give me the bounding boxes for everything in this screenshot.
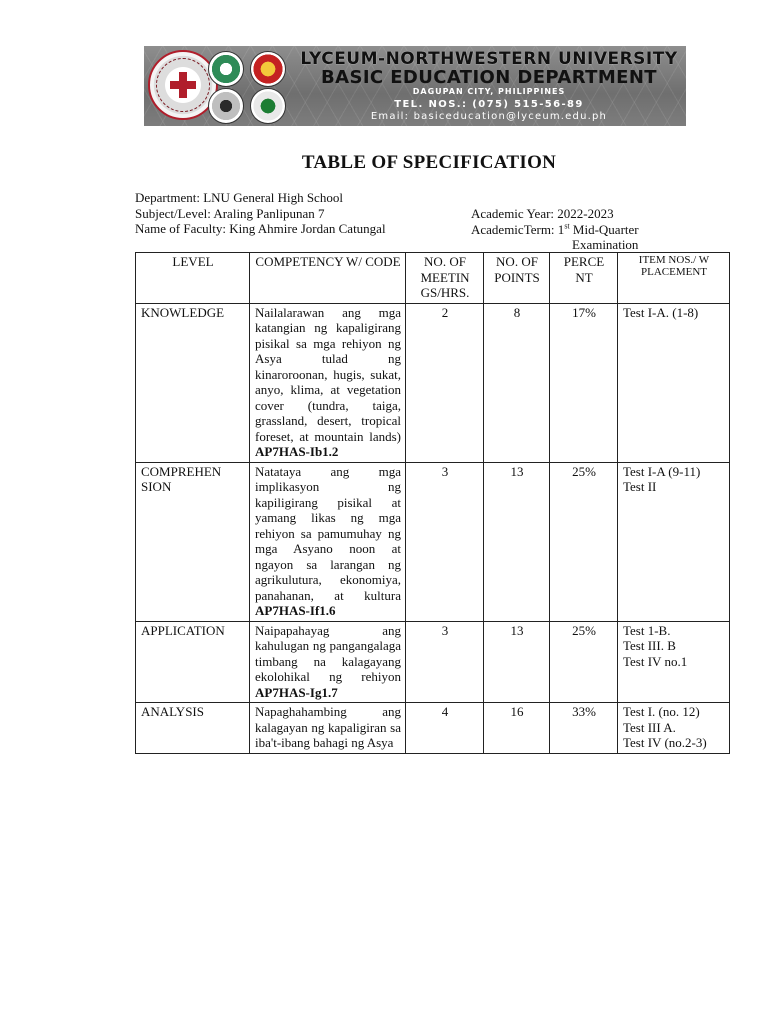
telephone-line: TEL. NOS.: (075) 515-56-89 [394, 99, 584, 110]
banner-text [294, 49, 684, 122]
item-placement: Test I-A. (1-8) [623, 304, 699, 320]
term-suffix: Mid-Quarter [569, 221, 639, 237]
header-meetings: NO. OF MEETIN GS/HRS. [406, 253, 484, 304]
department-name: BASIC EDUCATION DEPARTMENT [321, 67, 657, 88]
specification-table [135, 252, 730, 754]
meetings-cell: 3 [406, 462, 484, 621]
points-cell: 13 [484, 621, 550, 703]
meetings-cell: 2 [406, 303, 484, 462]
table-header-row [136, 253, 730, 304]
competency-cell [250, 303, 406, 462]
email-line: Email: basiceducation@lyceum.edu.ph [370, 111, 608, 122]
level-cell: APPLICATION [136, 621, 250, 703]
points-cell: 8 [484, 303, 550, 462]
percent-cell: 25% [550, 621, 618, 703]
item-placement: Test I-A (9-11) [623, 463, 701, 479]
level-cell: KNOWLEDGE [136, 303, 250, 462]
academic-term-line [471, 222, 639, 238]
academic-year-line: Academic Year: 2022-2023 [471, 206, 614, 221]
meta-left [135, 190, 386, 237]
items-cell [618, 303, 730, 462]
competency-text: Naipapahayag ang kahulugan ng pangangalaga timbang na kalagayang ekolohikal ng rehiyon [255, 622, 401, 684]
competency-cell [250, 462, 406, 621]
competency-text: Natataya ang mga implikasyon ng kapiligirang pisikal at yamang likas ng mga rehiyon sa pamumuhay ng mga Asyano noon at ngayon sa larangan ng agrikulutura, ekonomiya, panahanan, at kultura [255, 463, 401, 603]
term-line2: Examination [572, 237, 639, 252]
header-level: LEVEL [136, 253, 250, 304]
seal-cross-v [179, 72, 187, 98]
level-cell: COMPREHEN SION [136, 462, 250, 621]
items-cell [618, 621, 730, 703]
subject-line: Subject/Level: Araling Panlipunan 7 [135, 205, 325, 221]
table-row [136, 303, 730, 462]
items-cell [618, 703, 730, 754]
department-logo-2 [250, 51, 286, 87]
points-cell: 13 [484, 462, 550, 621]
competency-code: AP7HAS-Ib1.2 [255, 444, 339, 459]
percent-cell: 17% [550, 303, 618, 462]
level-cell: ANALYSIS [136, 703, 250, 754]
department-logo-1 [208, 51, 244, 87]
competency-code: AP7HAS-Ig1.7 [255, 684, 338, 700]
table-row [136, 703, 730, 754]
percent-cell: 33% [550, 703, 618, 754]
university-name: LYCEUM-NORTHWESTERN UNIVERSITY [300, 49, 678, 69]
department-line: Department: LNU General High School [135, 190, 343, 205]
competency-cell [250, 621, 406, 703]
item-placement: Test IV (no.2-3) [623, 735, 707, 750]
percent-cell: 25% [550, 462, 618, 621]
term-prefix: AcademicTerm: 1 [471, 221, 565, 237]
city-line: DAGUPAN CITY, PHILIPPINES [412, 87, 566, 96]
meetings-cell: 4 [406, 703, 484, 754]
item-placement: Test II [623, 479, 657, 494]
competency-code: AP7HAS-If1.6 [255, 603, 336, 618]
department-logo-4 [250, 88, 286, 124]
header-competency: COMPETENCY W/ CODE [250, 253, 406, 304]
item-placement: Test I. (no. 12) [623, 704, 700, 719]
competency-cell [250, 703, 406, 754]
table-row [136, 621, 730, 703]
department-logo-3 [208, 88, 244, 124]
header-percent: PERCE NT [550, 253, 618, 304]
item-placement: Test III. B [623, 638, 676, 653]
points-cell: 16 [484, 703, 550, 754]
items-cell [618, 462, 730, 621]
item-placement: Test III A. [623, 719, 676, 735]
item-placement: Test IV no.1 [623, 653, 688, 669]
page-title: TABLE OF SPECIFICATION [301, 152, 557, 173]
meetings-cell: 3 [406, 621, 484, 703]
competency-text: Nailalarawan ang mga katangian ng kapaligirang pisikal sa mga rehiyon ng Asya tulad ng kinaroroonan, hugis, sukat, anyo, klima, at vegetation cover (tundra, taiga, grassland, desert, tropical foreset, at mountain lands) [255, 304, 401, 444]
table-row [136, 462, 730, 621]
competency-text: Napaghahambing ang kalagayan ng kapaligiran sa iba't-ibang bahagi ng Asya [255, 704, 401, 750]
school-banner [144, 46, 686, 126]
header-items: ITEM NOS./ W PLACEMENT [618, 253, 730, 304]
table-body [136, 303, 730, 753]
item-placement: Test 1-B. [623, 622, 671, 638]
faculty-line: Name of Faculty: King Ahmire Jordan Catungal [135, 221, 386, 236]
meta-right [471, 206, 639, 253]
header-points: NO. OF POINTS [484, 253, 550, 304]
term-superscript: st [564, 221, 570, 231]
